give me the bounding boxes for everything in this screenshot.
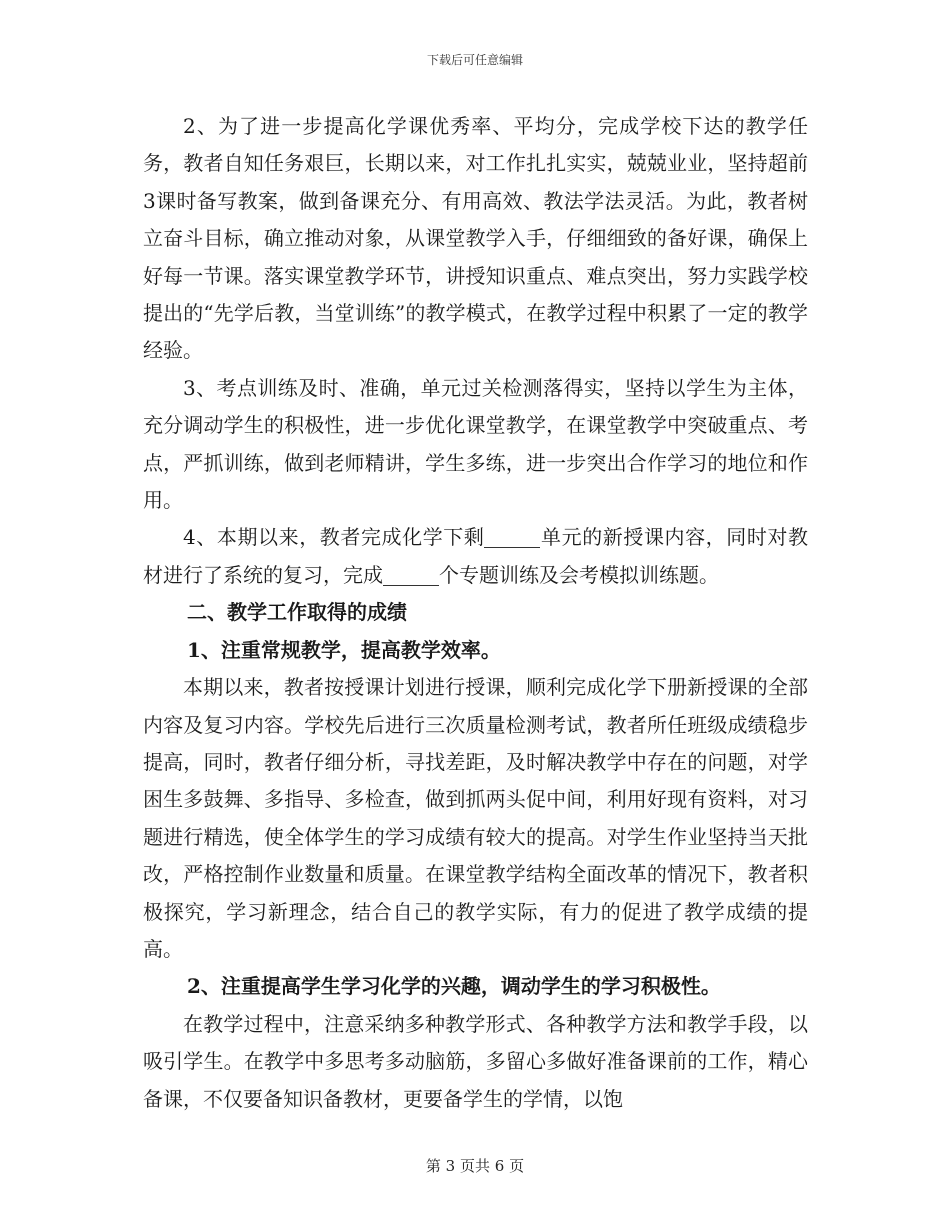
fill-in-blank [484, 527, 540, 548]
fill-in-blank [383, 565, 439, 586]
section-heading: 二、教学工作取得的成绩 [187, 600, 407, 625]
paragraph-item-3: 3、考点训练及时、准确，单元过关检测落得实，坚持以学生为主体，充分调动学生的积极性，进一步优化课堂教学，在课堂教学中突破重点、考点，严抓训练，做到老师精讲，学生多练，进一步突出合作学习的地位和作用。 [143, 375, 808, 513]
paragraph-item-4-part3: 个专题训练及会考模拟训练题。 [439, 562, 719, 587]
paragraph-achievements-1: 本期以来，教者按授课计划进行授课，顺利完成化学下册新授课的全部内容及复习内容。学校先后进行三次质量检测考试，教者所任班级成绩稳步提高，同时，教者仔细分析，寻找差距，及时解决教学中存在的问题，对学困生多鼓舞、多指导、多检查，做到抓两头促中间，利用好现有资料，对习题进行精选，使全体学生的学习成绩有较大的提高。对学生作业坚持当天批改，严格控制作业数量和质量。在课堂教学结构全面改革的情况下，教者积极探究，学习新理念，结合自己的教学实际，有力的促进了教学成绩的提高。 [143, 675, 808, 961]
document-body [143, 108, 808, 1118]
page-header: 下载后可任意编辑 [426, 53, 523, 67]
paragraph-item-4-part1: 4、本期以来，教者完成化学下剩 [183, 525, 485, 550]
paragraph-item-4 [143, 519, 808, 594]
paragraph-item-2: 2、为了进一步提高化学课优秀率、平均分，完成学校下达的教学任务，教者自知任务艰巨，长期以来，对工作扎扎实实，兢兢业业，坚持超前3课时备写教案，做到备课充分、有用高效、教法学法灵活。为此，教者树立奋斗目标，确立推动对象，从课堂教学入手，仔细细致的备好课，确保上好每一节课。落实课堂教学环节，讲授知识重点、难点突出，努力实践学校提出的“先学后教，当堂训练”的教学模式，在教学过程中积累了一定的教学经验。 [143, 114, 808, 363]
subsection-heading-1: 1、注重常规教学，提高教学效率。 [187, 637, 501, 662]
page-number-footer: 第 3 页共 6 页 [425, 1157, 525, 1175]
subsection-heading-2: 2、注重提高学生学习化学的兴趣，调动学生的学习积极性。 [187, 974, 721, 999]
paragraph-achievements-2: 在教学过程中，注意采纳多种教学形式、各种教学方法和教学手段，以吸引学生。在教学中多思考多动脑筋，多留心多做好准备课前的工作，精心备课，不仅要备知识备教材，更要备学生的学情，以饱 [143, 1011, 808, 1111]
paragraph-item-4-part2: 单元的新授课内容，同时对教材进行了系统的复习，完成 [143, 525, 809, 587]
